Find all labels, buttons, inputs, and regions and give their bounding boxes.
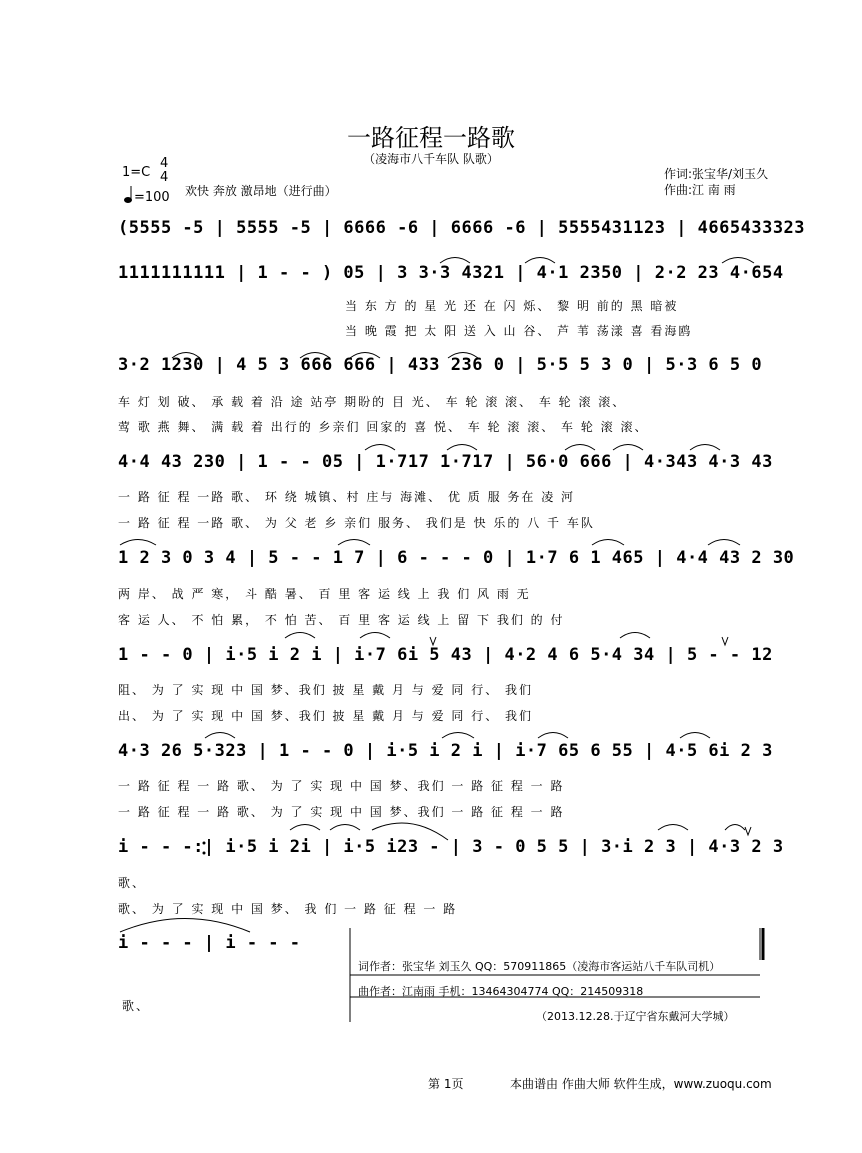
lyric-line: 一 路 征 程 一路 歌、 环 绕 城镇、村 庄与 海滩、 优 质 服 务在 凌 河: [118, 490, 576, 504]
lyric-line: 一 路 征 程 一路 歌、 为 父 老 乡 亲们 服务、 我们是 快 乐的 八 千 车队: [118, 516, 595, 530]
meter-bottom: 4: [160, 170, 169, 185]
lyricist-contact: 词作者：张宝华 刘玉久 QQ：570911865（凌海市客运站八千车队司机）: [358, 960, 721, 973]
lyric-line: 歌、: [122, 999, 151, 1013]
score-subtitle: （凌海市八千车队 队歌）: [363, 152, 499, 166]
lyric-line: 歌、: [118, 876, 147, 890]
page-number: 第 1页: [428, 1077, 464, 1091]
notation-line: 1 2 3 0 3 4 | 5 - - 1 7 | 6 - - - 0 | 1·7 6 1 465 | 4·4 43 2 30: [118, 548, 795, 568]
composer-credit: 作曲:江 南 雨: [664, 183, 736, 197]
notation-line: 1 - - 0 | i·5 i 2 i | i·7 6i 5 43 | 4·2 4 6 5·4 34 | 5 - - 12: [118, 645, 773, 665]
composer-contact: 曲作者：江南雨 手机：13464304774 QQ：214509318: [358, 985, 644, 998]
generator-credit: 本曲谱由 作曲大师 软件生成，www.zuoqu.com: [510, 1077, 772, 1091]
lyric-line: 当 东 方 的 星 光 还 在 闪 烁、 黎 明 前的 黑 暗被: [345, 299, 679, 313]
expression-mark: 欢快 奔放 激昂地（进行曲）: [185, 184, 337, 198]
lyric-line: 车 灯 划 破、 承 载 着 沿 途 站亭 期盼的 目 光、 车 轮 滚 滚、 车 轮 滚 滚、: [118, 395, 627, 409]
lyric-line: 当 晚 霞 把 太 阳 送 入 山 谷、 芦 苇 荡漾 喜 看海鸥: [345, 324, 693, 338]
time-signature: [160, 157, 168, 185]
lyric-line: 阻、 为 了 实 现 中 国 梦、我们 披 星 戴 月 与 爱 同 行、 我们: [118, 683, 534, 697]
meter-top: 4: [160, 156, 169, 171]
notation-line: 1111111111 | 1 - - ) 05 | 3 3·3 4321 | 4·1 2350 | 2·2 23 4·654: [118, 263, 784, 283]
notation-line: 4·3 26 5·323 | 1 - - 0 | i·5 i 2 i | i·7 65 6 55 | 4·5 6i 2 3: [118, 741, 773, 761]
lyric-line: 莺 歌 燕 舞、 满 载 着 出行的 乡亲们 回家的 喜 悦、 车 轮 滚 滚、 车 轮 滚 滚、: [118, 420, 649, 434]
lyric-line: 两 岸、 战 严 寒， 斗 酷 暑、 百 里 客 运 线 上 我 们 风 雨 无: [118, 587, 531, 601]
notation-line: 4·4 43 230 | 1 - - 05 | 1·717 1·717 | 56·0 666 | 4·343 4·3 43: [118, 452, 773, 472]
notation-line: (5555 -5 | 5555 -5 | 6666 -6 | 6666 -6 | 5555431123 | 4665433323: [118, 218, 806, 238]
lyric-line: 客 运 人、 不 怕 累， 不 怕 苦、 百 里 客 运 线 上 留 下 我们 的 付: [118, 613, 565, 627]
notation-line: i - - -:| i·5 i 2i | i·5 i23 - | 3 - 0 5 5 | 3·i 2 3 | 4·3 2 3: [118, 837, 784, 857]
date-place: （2013.12.28.于辽宁省东戴河大学城）: [536, 1010, 735, 1023]
key-signature: 1=C: [122, 165, 151, 180]
lyric-line: 一 路 征 程 一 路 歌、 为 了 实 现 中 国 梦、我们 一 路 征 程 一 路: [118, 779, 565, 793]
lyric-line: 出、 为 了 实 现 中 国 梦、我们 披 星 戴 月 与 爱 同 行、 我们: [118, 709, 534, 723]
tempo-mark: =100: [134, 190, 170, 205]
lyricist-credit: 作词:张宝华/刘玉久: [664, 167, 769, 181]
lyric-line: 歌、 为 了 实 现 中 国 梦、 我 们 一 路 征 程 一 路: [118, 902, 458, 916]
score-title: 一路征程一路歌: [347, 124, 515, 152]
notation-line: i - - - | i - - -: [118, 933, 301, 953]
lyric-line: 一 路 征 程 一 路 歌、 为 了 实 现 中 国 梦、我们 一 路 征 程 一 路: [118, 805, 565, 819]
quarter-note-icon: [124, 186, 132, 203]
notation-line: 3·2 1230 | 4 5 3 666 666 | 433 236 0 | 5·5 5 3 0 | 5·3 6 5 0: [118, 355, 763, 375]
